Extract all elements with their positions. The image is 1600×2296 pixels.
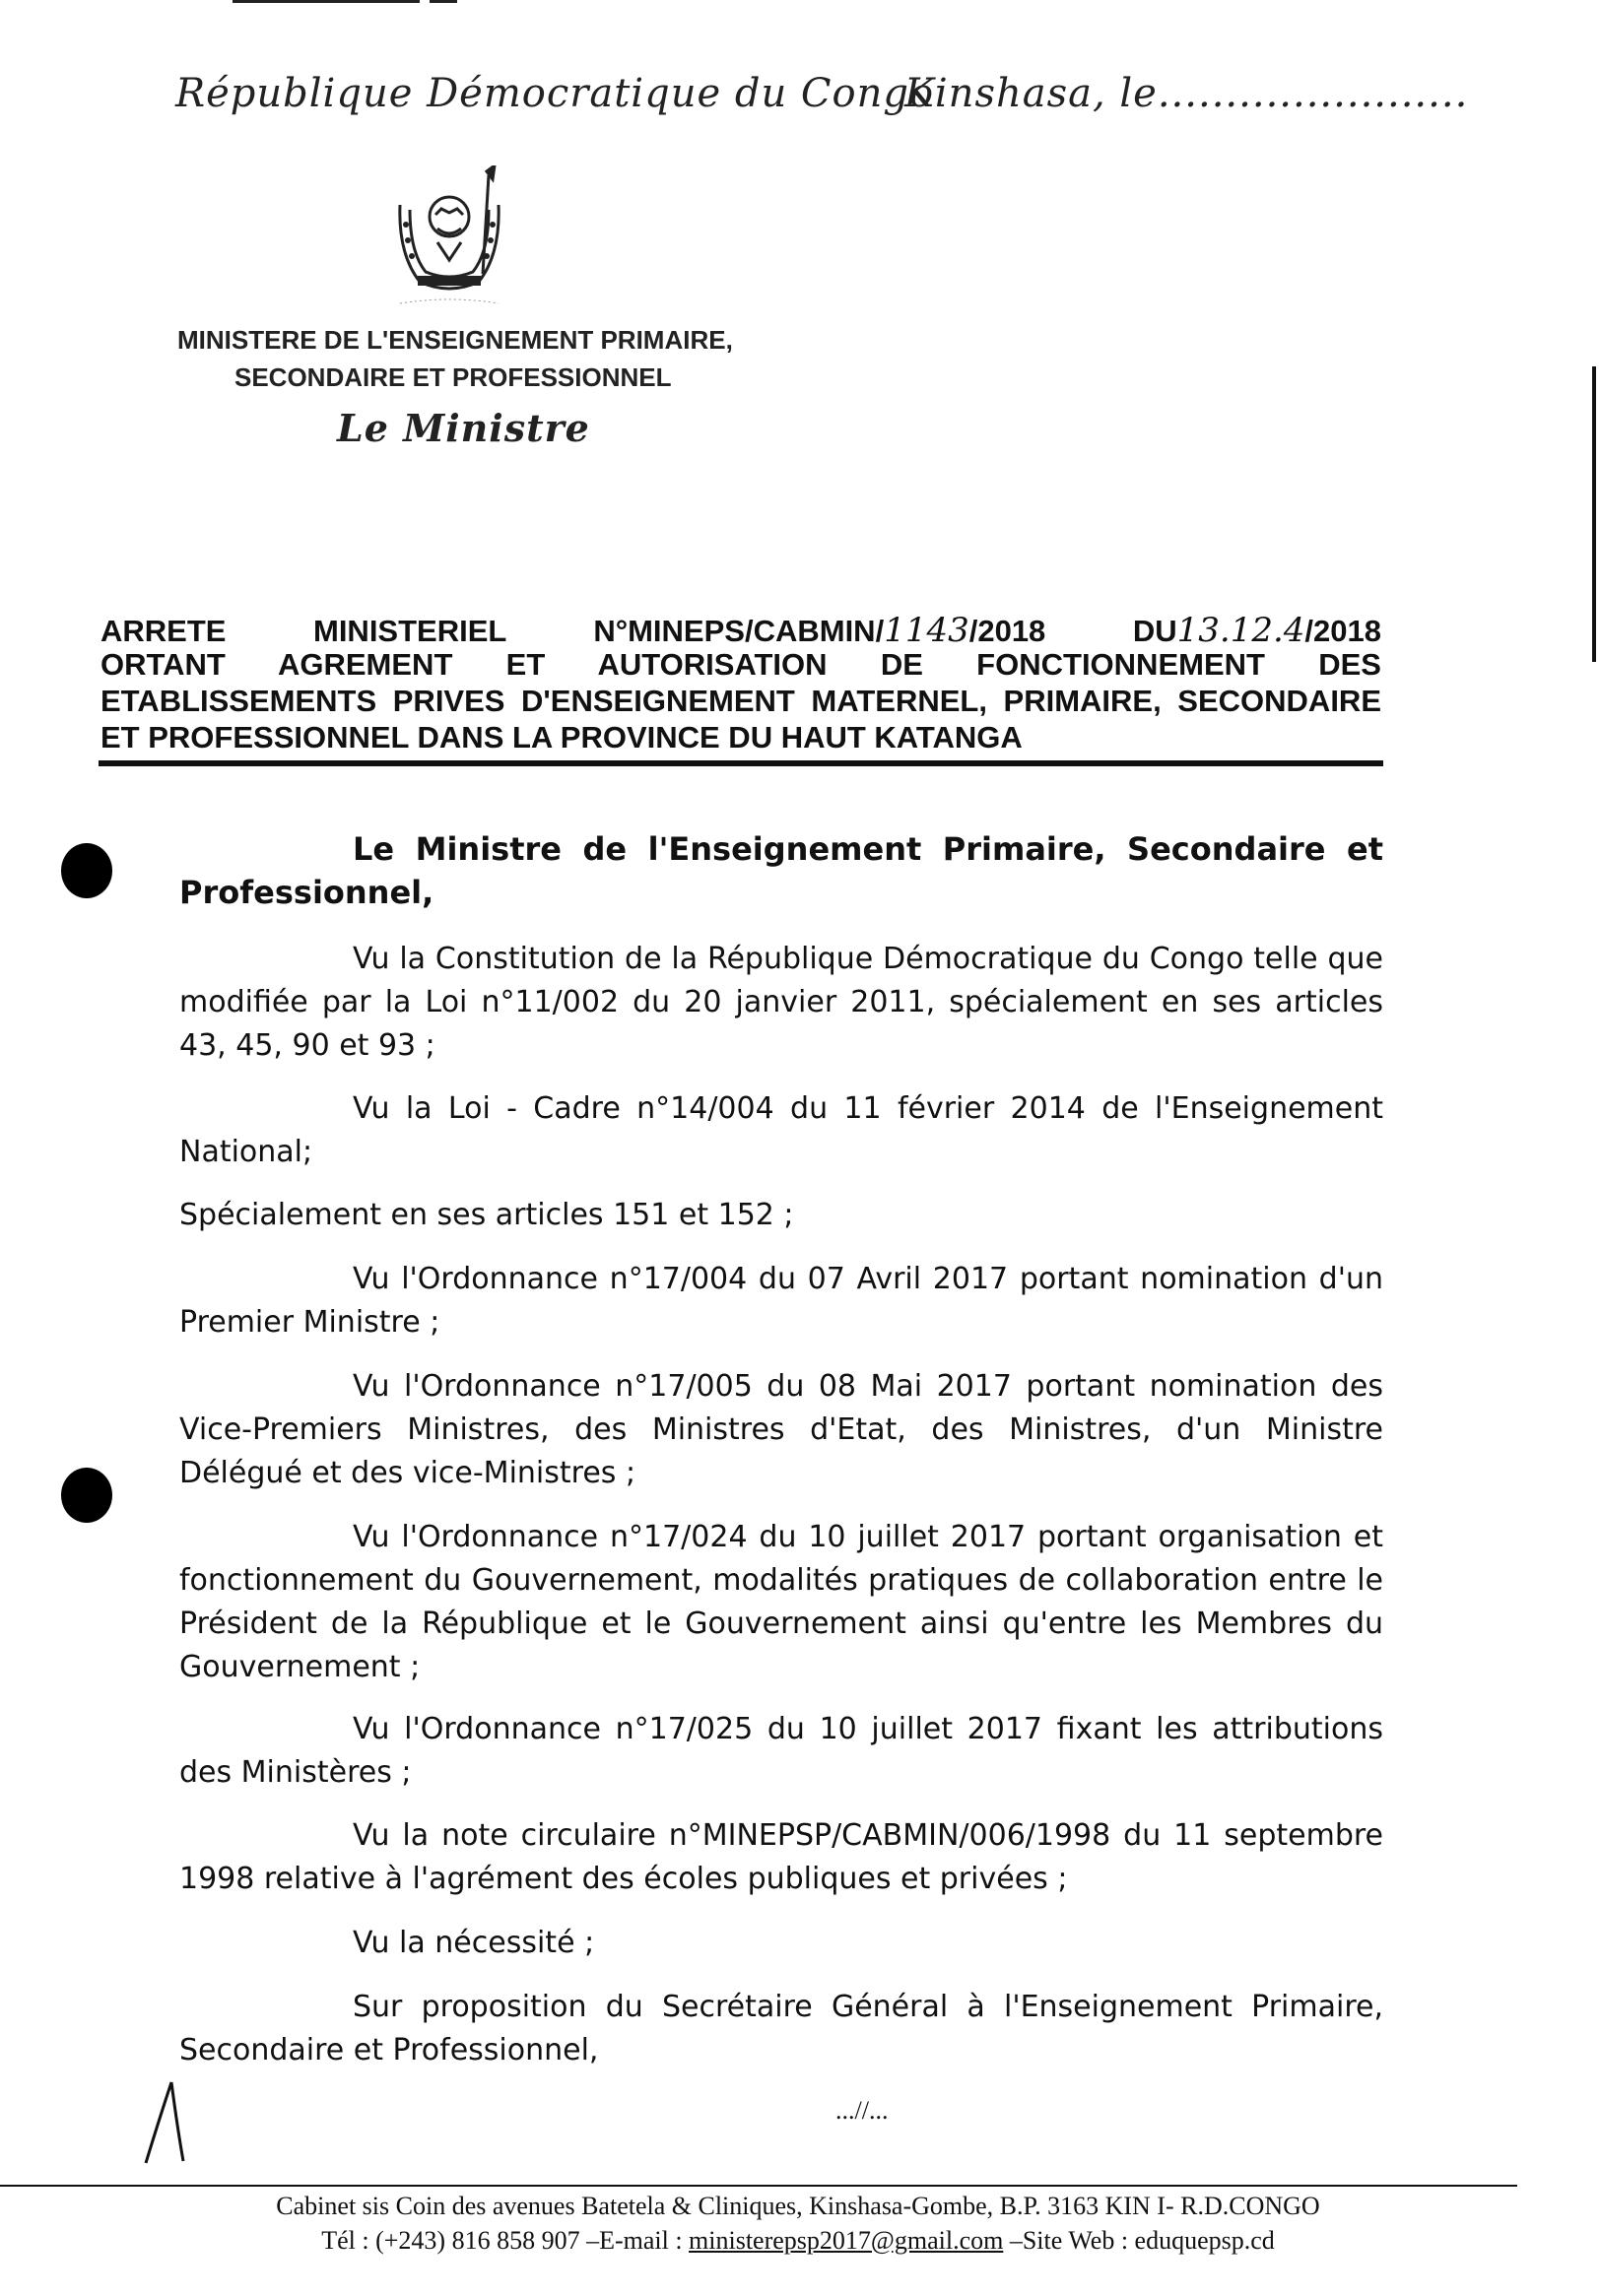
recital-loi-cadre: Vu la Loi - Cadre n°14/004 du 11 février 2014 de l'Enseignement National; (179, 1091, 1383, 1169)
handwritten-initial (138, 2078, 197, 2167)
footer-website: –Site Web : eduquepsp.cd (1003, 2226, 1275, 2255)
republic-heading: République Démocratique du Congo (175, 71, 935, 116)
coat-of-arms-emblem (380, 165, 518, 313)
recital-proposition: Sur proposition du Secrétaire Général à l'Enseignement Primaire, Secondaire et Professionnel, (179, 1990, 1383, 2067)
recital-ordonnance-17-024: Vu l'Ordonnance n°17/024 du 10 juillet 2017 portant organisation et fonctionnement du Gouvernement, modalités pratiques de collaboration entre le Président de la République et le Gouvernement ainsi qu'entre les Membres du Gouvernement ; (179, 1520, 1383, 1684)
scan-artifact-line (233, 0, 420, 3)
page-continuation: ...//... (835, 2096, 889, 2125)
handwritten-number: 1143 (884, 611, 969, 650)
title-word-arrete: ARRETE (100, 614, 227, 648)
recital-constitution: Vu la Constitution de la République Démocratique du Congo telle que modifiée par la Loi n°11/002 du 20 janvier 2011, spécialement en ses articles 43, 45, 90 et 93 ; (179, 942, 1383, 1063)
footer-email-link[interactable]: ministerepsp2017@gmail.com (689, 2226, 1004, 2255)
minister-script-title: Le Ministre (337, 406, 590, 450)
title-underline (99, 760, 1383, 766)
minister-intro: Le Ministre de l'Enseignement Primaire, Secondaire et Professionnel, (179, 830, 1383, 911)
scan-margin-line (1592, 366, 1596, 662)
recital-necessite: Vu la nécessité ; (353, 1926, 595, 1960)
ministry-name-line2: SECONDAIRE ET PROFESSIONNEL (234, 362, 672, 392)
reference-year: /2018 (968, 614, 1046, 648)
recital-ordonnance-17-004: Vu l'Ordonnance n°17/004 du 07 Avril 2017 portant nomination d'un Premier Ministre ; (179, 1262, 1383, 1340)
recital-ordonnance-17-005: Vu l'Ordonnance n°17/005 du 08 Mai 2017 portant nomination des Vice-Premiers Ministres, des Ministres d'Etat, des Ministres, d'un Ministre Délégué et des vice-Ministres ; (179, 1369, 1383, 1490)
decree-title-line3: ETABLISSEMENTS PRIVES D'ENSEIGNEMENT MATERNEL, PRIMAIRE, SECONDAIRE (100, 684, 1381, 718)
recital-articles: Spécialement en ses articles 151 et 152 ; (179, 1198, 794, 1232)
recital-ordonnance-17-025: Vu l'Ordonnance n°17/025 du 10 juillet 2017 fixant les attributions des Ministères ; (179, 1712, 1383, 1790)
punch-hole-mark (61, 1468, 112, 1523)
scan-artifact-line (430, 0, 457, 3)
reference-prefix: N°MINEPS/CABMIN/ (593, 614, 885, 648)
recital-note-circulaire: Vu la note circulaire n°MINEPSP/CABMIN/006/1998 du 11 septembre 1998 relative à l'agrément des écoles publiques et privées ; (179, 1818, 1383, 1896)
date-year: /2018 (1304, 614, 1381, 648)
decree-title-line1 (100, 611, 1381, 650)
date-prefix: DU (1132, 614, 1177, 648)
decree-date (1132, 611, 1381, 650)
place-date-line: Kinshasa, le....................... (904, 71, 1469, 116)
footer-contact (0, 2226, 1596, 2256)
title-word-ministeriel: MINISTERIEL (313, 614, 506, 648)
decree-title-line4: ET PROFESSIONNEL DANS LA PROVINCE DU HAUT KATANGA (100, 720, 1023, 754)
footer-rule (0, 2185, 1517, 2187)
decree-title-line2: ORTANT AGREMENT ET AUTORISATION DE FONCTIONNEMENT DES (100, 647, 1381, 682)
ministry-name-line1: MINISTERE DE L'ENSEIGNEMENT PRIMAIRE, (177, 325, 733, 355)
footer-telephone: Tél : (+243) 816 858 907 –E-mail : (321, 2226, 690, 2255)
punch-hole-mark (61, 843, 112, 898)
handwritten-date: 13.12.4 (1176, 611, 1305, 650)
decree-reference (593, 611, 1046, 650)
footer-address: Cabinet sis Coin des avenues Batetela & Cliniques, Kinshasa-Gombe, B.P. 3163 KIN I- R.D.CONGO (276, 2192, 1320, 2220)
